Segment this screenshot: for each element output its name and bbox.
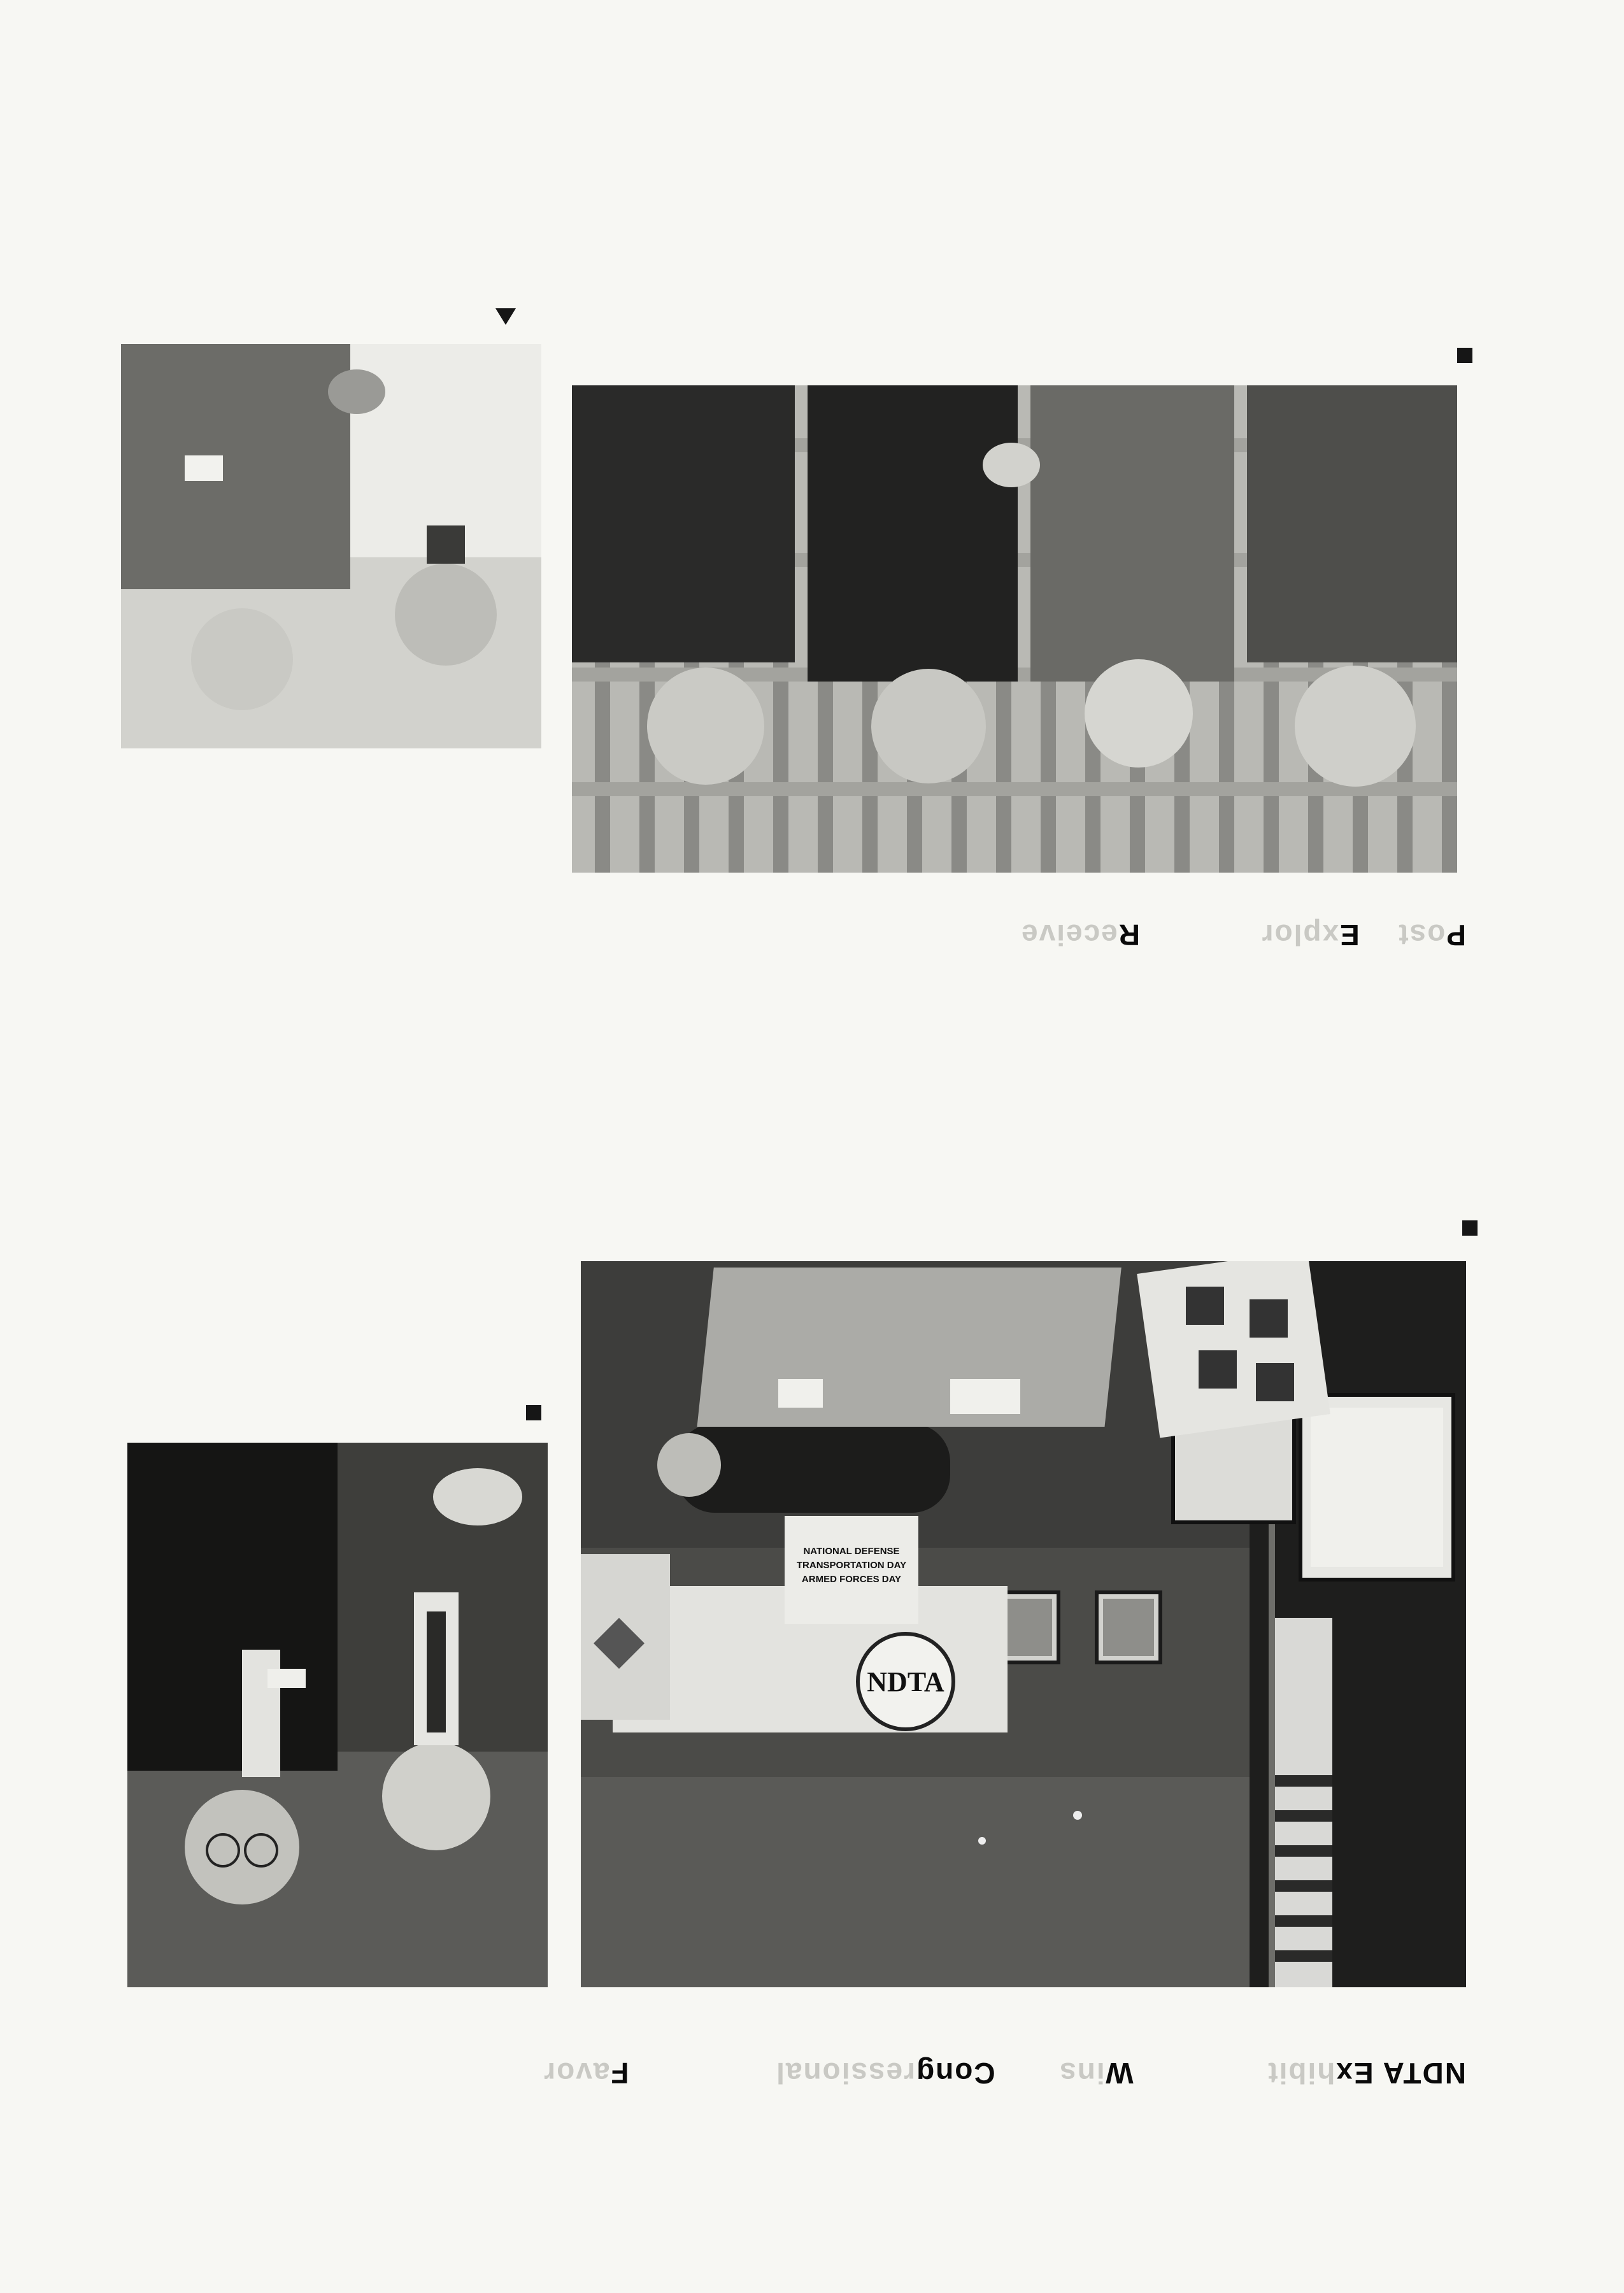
caption-part-faint: avor (543, 2057, 610, 2090)
caption-part: P (1445, 918, 1466, 952)
caption-part-faint: eceive (1020, 918, 1118, 952)
four-men-photo (572, 385, 1457, 873)
caption-part-faint: hibit (1267, 2057, 1336, 2090)
caption-part-faint: ost (1397, 918, 1446, 952)
caption-part: E (1339, 918, 1360, 952)
caption-part-faint: xplor (1260, 918, 1339, 952)
caption-part: R (1117, 918, 1141, 952)
caption-part: F (609, 2057, 629, 2090)
exhibit-booth-photo (581, 1261, 1466, 1987)
sign-line-1: NATIONAL DEFENSE (803, 1546, 900, 1557)
ndta-exhibit-caption (543, 2056, 1466, 2090)
two-men-photo (121, 344, 541, 748)
caption-part: NDTA Ex (1335, 2057, 1466, 2090)
caption-part: W (1104, 2057, 1134, 2090)
emblem-text: NDTA (867, 1666, 944, 1697)
photo-marker (1462, 1220, 1478, 1236)
handshake-photo (127, 1443, 548, 1987)
sign-line-3: ARMED FORCES DAY (801, 1574, 902, 1585)
caption-part-faint: ins (1058, 2057, 1105, 2090)
photo-marker (526, 1405, 541, 1420)
caption-part-faint: ressional (775, 2057, 916, 2090)
post-explorer-caption (1020, 918, 1466, 952)
photo-marker (1457, 348, 1472, 363)
photo-marker-triangle (495, 308, 516, 325)
caption-part: Cong (915, 2057, 995, 2090)
sign-line-2: TRANSPORTATION DAY (796, 1560, 907, 1571)
